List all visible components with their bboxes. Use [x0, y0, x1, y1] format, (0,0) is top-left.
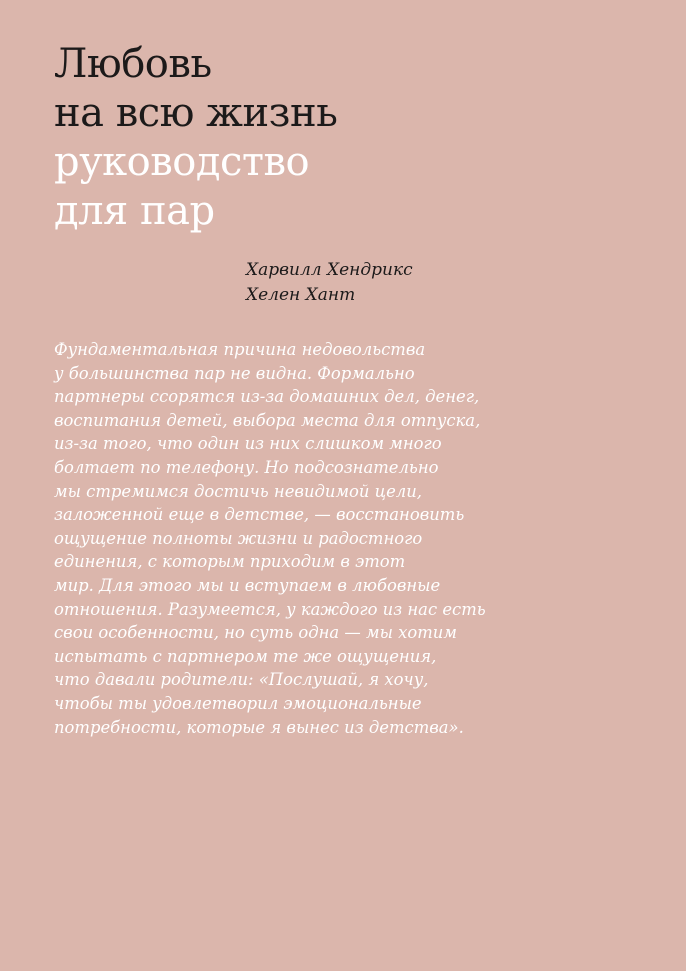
author-name: Харвилл Хендрикс [246, 260, 413, 280]
blurb-line: что давали родители: «Послушай, я хочу, [54, 670, 429, 690]
blurb-line: мы стремимся достичь невидимой цели, [54, 481, 423, 501]
blurb-line: отношения. Разумеется, у каждого из нас есть [54, 599, 486, 619]
blurb-line: из-за того, что один из них слишком много [54, 434, 442, 454]
blurb-line: испытать с партнером те же ощущения, [54, 646, 437, 666]
blurb-line: болтает по телефону. Но подсознательно [54, 457, 439, 477]
blurb-line: Фундаментальная причина недовольства [54, 340, 426, 359]
blurb-line: ощущение полноты жизни и радостного [54, 528, 423, 548]
subtitle-line: руководство [54, 139, 310, 185]
blurb-line: потребности, которые я вынес из детства». [54, 717, 464, 737]
blurb-line: у большинства пар не видна. Формально [54, 363, 415, 383]
blurb-line: заложенной еще в детстве, — восстановить [54, 505, 465, 525]
blurb-line: партнеры ссорятся из-за домашних дел, денег, [54, 387, 480, 407]
blurb-line: единения, с которым приходим в этот [54, 552, 406, 572]
authors [246, 258, 546, 308]
title-line: Любовь [54, 41, 212, 87]
blurb-line: мир. Для этого мы и вступаем в любовные [54, 575, 441, 595]
book-title [54, 40, 654, 236]
blurb-line: чтобы ты удовлетворил эмоциональные [54, 693, 422, 713]
title-line: на всю жизнь [54, 90, 338, 136]
blurb-line: свои особенности, но суть одна — мы хотим [54, 623, 457, 643]
blurb-text [54, 338, 654, 739]
subtitle-line: для пар [54, 188, 215, 234]
author-name: Хелен Хант [246, 285, 356, 305]
blurb-line: воспитания детей, выбора места для отпуска, [54, 410, 481, 430]
